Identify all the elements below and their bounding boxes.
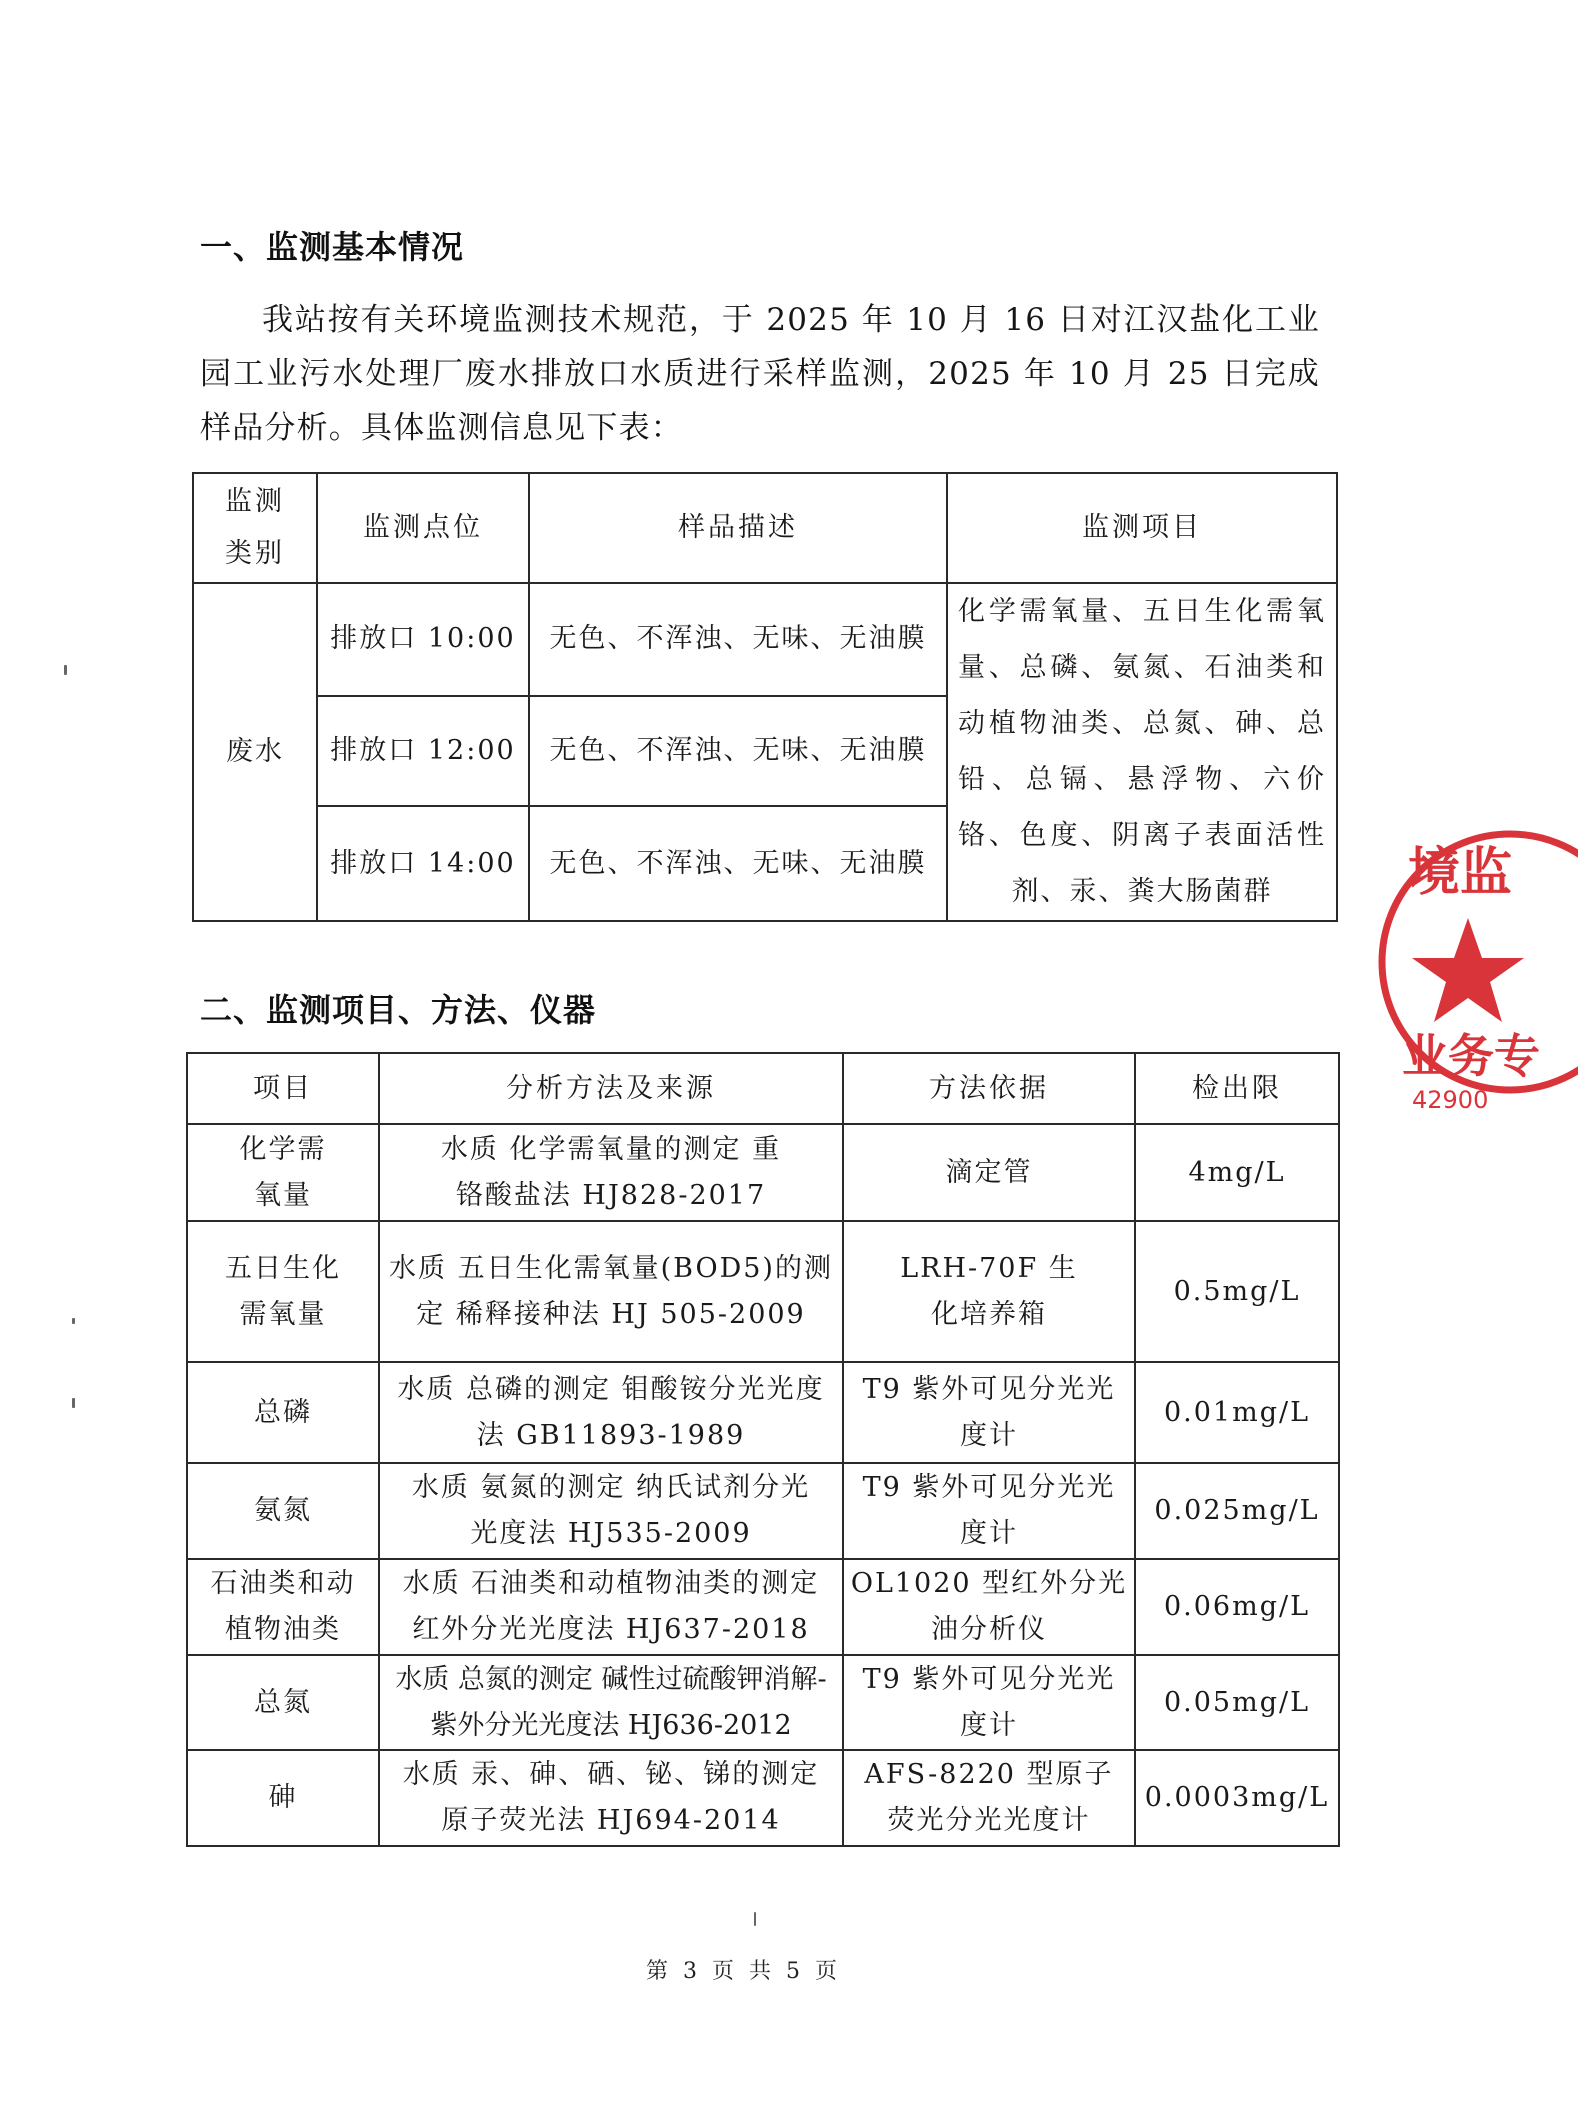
basis-cell: T9 紫外可见分光光度计 xyxy=(843,1362,1135,1463)
scan-mark xyxy=(64,665,67,675)
basis-cell: 滴定管 xyxy=(843,1124,1135,1221)
limit-cell: 0.05mg/L xyxy=(1135,1655,1339,1750)
limit-cell: 0.01mg/L xyxy=(1135,1362,1339,1463)
seal-number: 42900 xyxy=(1412,1086,1489,1114)
header-limit: 检出限 xyxy=(1135,1053,1339,1124)
item-cell: 砷 xyxy=(187,1750,379,1846)
table-header-row xyxy=(187,1053,1339,1124)
page-footer: 第 3 页 共 5 页 xyxy=(646,1959,841,1984)
item-cell: 石油类和动植物油类 xyxy=(187,1559,379,1655)
description-cell: 无色、不浑浊、无味、无油膜 xyxy=(529,696,947,807)
limit-cell: 0.5mg/L xyxy=(1135,1221,1339,1362)
method-cell: 水质 石油类和动植物油类的测定 红外分光光度法 HJ637-2018 xyxy=(379,1559,843,1655)
limit-cell: 0.025mg/L xyxy=(1135,1463,1339,1559)
limit-cell: 4mg/L xyxy=(1135,1124,1339,1221)
section2-heading: 二、监测项目、方法、仪器 xyxy=(200,991,597,1029)
limit-cell: 0.0003mg/L xyxy=(1135,1750,1339,1846)
basis-cell: AFS-8220 型原子荧光分光光度计 xyxy=(843,1750,1135,1846)
monitoring-info-table xyxy=(192,472,1338,922)
table-row xyxy=(187,1655,1339,1750)
seal-text-bottom: 业务专 xyxy=(1402,1029,1540,1083)
header-method: 分析方法及来源 xyxy=(379,1053,843,1124)
section1-paragraph: 我站按有关环境监测技术规范，于 2025 年 10 月 16 日对江汉盐化工业园工业污水处理厂废水排放口水质进行采样监测，2025 年 10 月 25 日完成样品分析。具体监测信息见下表： xyxy=(200,302,1320,446)
method-cell: 水质 汞、砷、硒、铋、锑的测定 原子荧光法 HJ694-2014 xyxy=(379,1750,843,1846)
section1-heading: 一、监测基本情况 xyxy=(200,228,465,266)
header-point: 监测点位 xyxy=(317,473,529,583)
basis-cell: T9 紫外可见分光光度计 xyxy=(843,1463,1135,1559)
item-cell: 五日生化需氧量 xyxy=(187,1221,379,1362)
item-cell: 总氮 xyxy=(187,1655,379,1750)
basis-cell: T9 紫外可见分光光度计 xyxy=(843,1655,1135,1750)
point-cell: 排放口 14:00 xyxy=(317,806,529,921)
table-row xyxy=(193,583,1337,696)
point-cell: 排放口 12:00 xyxy=(317,696,529,807)
header-basis: 方法依据 xyxy=(843,1053,1135,1124)
method-cell: 水质 五日生化需氧量(BOD5)的测定 稀释接种法 HJ 505-2009 xyxy=(379,1221,843,1362)
header-description: 样品描述 xyxy=(529,473,947,583)
limit-cell: 0.06mg/L xyxy=(1135,1559,1339,1655)
header-category: 监测类别 xyxy=(193,473,317,583)
official-seal xyxy=(1398,812,1578,1112)
header-item: 项目 xyxy=(187,1053,379,1124)
methods-table xyxy=(186,1052,1340,1847)
description-cell: 无色、不浑浊、无味、无油膜 xyxy=(529,583,947,696)
table-row xyxy=(187,1362,1339,1463)
table-row xyxy=(187,1463,1339,1559)
scan-mark xyxy=(72,1398,75,1408)
table-row xyxy=(187,1559,1339,1655)
items-cell: 化学需氧量、五日生化需氧量、总磷、氨氮、石油类和动植物油类、总氮、砷、总铅、总镉、悬浮物、六价铬、色度、阴离子表面活性剂、汞、粪大肠菌群 xyxy=(947,583,1337,921)
scan-mark xyxy=(754,1912,756,1926)
seal-star xyxy=(1412,918,1524,1022)
category-cell: 废水 xyxy=(193,583,317,921)
header-items: 监测项目 xyxy=(947,473,1337,583)
method-cell: 水质 总氮的测定 碱性过硫酸钾消解-紫外分光光度法 HJ636-2012 xyxy=(379,1655,843,1750)
method-cell: 水质 总磷的测定 钼酸铵分光光度法 GB11893-1989 xyxy=(379,1362,843,1463)
table-row xyxy=(187,1221,1339,1362)
table-row xyxy=(187,1124,1339,1221)
method-cell: 水质 氨氮的测定 纳氏试剂分光光度法 HJ535-2009 xyxy=(379,1463,843,1559)
basis-cell: LRH-70F 生化培养箱 xyxy=(843,1221,1135,1362)
basis-cell: OL1020 型红外分光油分析仪 xyxy=(843,1559,1135,1655)
scan-mark xyxy=(72,1318,75,1324)
table-row xyxy=(187,1750,1339,1846)
item-cell: 化学需氧量 xyxy=(187,1124,379,1221)
method-cell: 水质 化学需氧量的测定 重铬酸盐法 HJ828-2017 xyxy=(379,1124,843,1221)
seal-text-top: 境监 xyxy=(1408,843,1513,903)
point-cell: 排放口 10:00 xyxy=(317,583,529,696)
table-header-row xyxy=(193,473,1337,583)
description-cell: 无色、不浑浊、无味、无油膜 xyxy=(529,806,947,921)
item-cell: 氨氮 xyxy=(187,1463,379,1559)
item-cell: 总磷 xyxy=(187,1362,379,1463)
